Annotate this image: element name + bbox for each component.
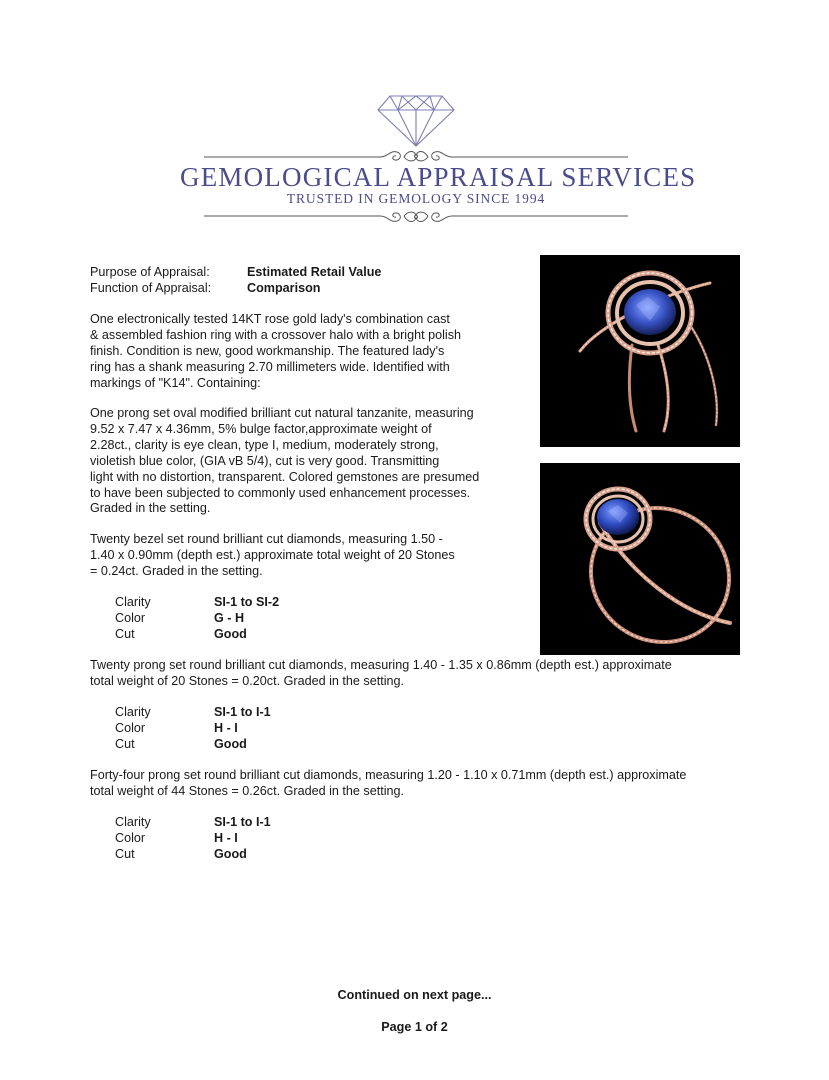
- text-line: violetish blue color, (GIA vB 5/4), cut is very good. Transmitting: [90, 454, 440, 468]
- cut-label: Cut: [115, 847, 135, 861]
- color-label: Color: [115, 831, 146, 845]
- text-line: 9.52 x 7.47 x 4.36mm, 5% bulge factor,approximate weight of: [90, 422, 432, 436]
- brand-title: GEMOLOGICAL APPRAISAL SERVICES: [180, 162, 697, 192]
- ring-illustration: [540, 255, 740, 447]
- brand-tagline: TRUSTED IN GEMOLOGY SINCE 1994: [286, 191, 546, 206]
- ring-photo-side-view: [540, 463, 740, 655]
- text-line: & assembled fashion ring with a crossover halo with a bright polish: [90, 328, 462, 342]
- purpose-label: Purpose of Appraisal:: [90, 265, 210, 279]
- text-line: Twenty prong set round brilliant cut diamonds, measuring 1.40 - 1.35 x 0.86mm (depth est.) approximate: [90, 658, 672, 672]
- function-value: Comparison: [247, 281, 321, 295]
- text-line: markings of "K14". Containing:: [90, 376, 261, 390]
- color-value: H - I: [214, 831, 238, 845]
- purpose-value: Estimated Retail Value: [247, 265, 382, 279]
- text-line: One electronically tested 14KT rose gold lady's combination cast: [90, 312, 450, 326]
- clarity-value: SI-1 to SI-2: [214, 595, 280, 609]
- color-label: Color: [115, 721, 146, 735]
- color-label: Color: [115, 611, 146, 625]
- function-label: Function of Appraisal:: [90, 281, 212, 295]
- color-value: G - H: [214, 611, 245, 625]
- clarity-label: Clarity: [115, 705, 151, 719]
- cut-label: Cut: [115, 737, 135, 751]
- clarity-value: SI-1 to I-1: [214, 815, 271, 829]
- text-line: total weight of 20 Stones = 0.20ct. Graded in the setting.: [90, 674, 404, 688]
- text-line: Graded in the setting.: [90, 501, 211, 515]
- text-line: Twenty bezel set round brilliant cut diamonds, measuring 1.50 -: [90, 532, 443, 546]
- text-line: ring has a shank measuring 2.70 millimeters wide. Identified with: [90, 360, 450, 374]
- text-line: total weight of 44 Stones = 0.26ct. Graded in the setting.: [90, 784, 404, 798]
- text-line: 2.28ct., clarity is eye clean, type I, medium, moderately strong,: [90, 438, 439, 452]
- text-line: = 0.24ct. Graded in the setting.: [90, 564, 263, 578]
- ring-photo-top-view: [540, 255, 740, 447]
- cut-label: Cut: [115, 627, 135, 641]
- text-line: One prong set oval modified brilliant cut natural tanzanite, measuring: [90, 406, 474, 420]
- text-line: to have been subjected to commonly used enhancement processes.: [90, 486, 471, 500]
- ornament-divider-bottom: [204, 207, 628, 227]
- clarity-label: Clarity: [115, 815, 151, 829]
- text-line: Forty-four prong set round brilliant cut diamonds, measuring 1.20 - 1.10 x 0.71mm (depth est.) approximate: [90, 768, 687, 782]
- clarity-value: SI-1 to I-1: [214, 705, 271, 719]
- clarity-label: Clarity: [115, 595, 151, 609]
- page-number: Page 1 of 2: [381, 1020, 448, 1034]
- cut-value: Good: [214, 627, 247, 641]
- color-value: H - I: [214, 721, 238, 735]
- continued-note: Continued on next page...: [337, 988, 492, 1002]
- text-line: light with no distortion, transparent. Colored gemstones are presumed: [90, 470, 480, 484]
- ring-illustration: [540, 463, 740, 655]
- cut-value: Good: [214, 847, 247, 861]
- text-line: 1.40 x 0.90mm (depth est.) approximate total weight of 20 Stones: [90, 548, 455, 562]
- diamond-logo-icon: [376, 94, 456, 148]
- cut-value: Good: [214, 737, 247, 751]
- text-line: finish. Condition is new, good workmanship. The featured lady's: [90, 344, 445, 358]
